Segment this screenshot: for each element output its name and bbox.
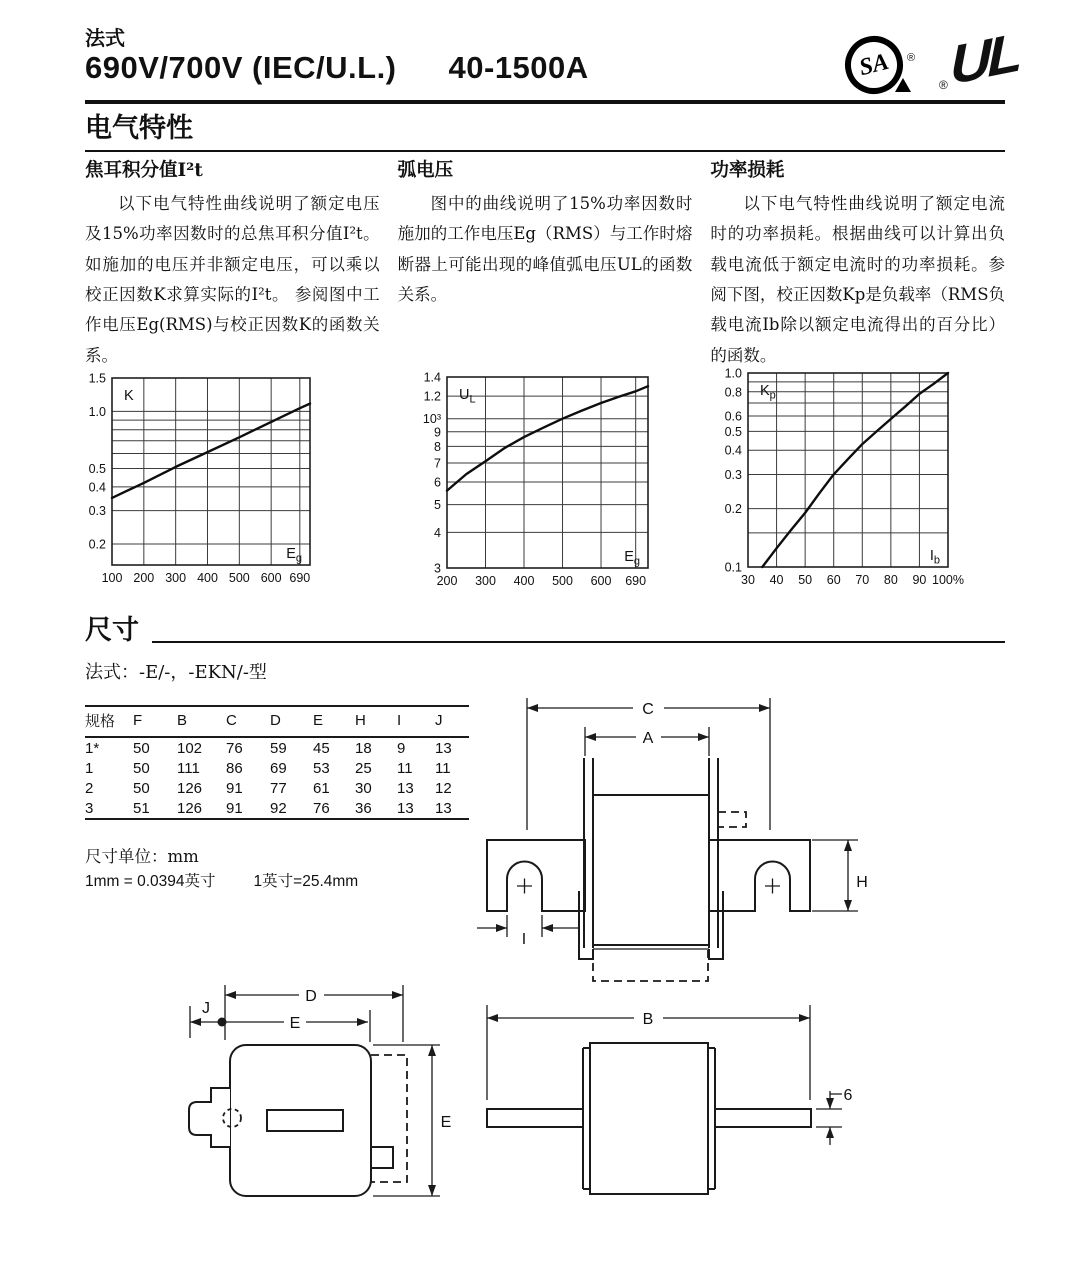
title-voltage: 690V/700V (IEC/U.L.) [85, 50, 397, 85]
svg-text:5: 5 [434, 498, 441, 513]
column-body-i2t: 以下电气特性曲线说明了额定电压及15%功率因数时的总焦耳积分值I²t。如施加的电压并非额定电压，可以乘以校正因数K求算实际的I²t。 参阅图中工作电压Eg(RMS)与校正因数K的函数关系。 [85, 194, 380, 365]
top-view-drawing [189, 985, 451, 1196]
svg-text:30: 30 [741, 573, 755, 587]
dimensions-rule [152, 641, 1005, 643]
svg-text:300: 300 [475, 574, 496, 588]
svg-text:K: K [124, 388, 134, 404]
dimensions-subtitle: 法式：-E/-，-EKN/-型 [85, 662, 267, 683]
svg-text:90: 90 [912, 573, 927, 587]
svg-text:1.0: 1.0 [724, 368, 742, 381]
ul-logo-icon [939, 20, 1029, 104]
svg-text:400: 400 [513, 574, 535, 588]
unit-note: 尺寸单位：mm [85, 847, 199, 866]
svg-text:0.4: 0.4 [88, 480, 106, 495]
table-header-cell: C [226, 706, 270, 737]
svg-text:500: 500 [228, 571, 250, 585]
conversion-mm: 1mm = 0.0394英寸 [85, 873, 216, 890]
page-title [85, 50, 589, 86]
section-title-dimensions: 尺寸 [85, 615, 139, 646]
table-header-cell: E [313, 706, 355, 737]
dim-label-a: A [642, 730, 654, 747]
table-cell: 11 [435, 759, 451, 777]
svg-text:4: 4 [434, 525, 441, 540]
svg-text:300: 300 [165, 571, 187, 585]
chart-k-correction-factor [85, 368, 325, 596]
table-cell: 59 [270, 739, 287, 757]
dim-label-blade-thickness: 6 [843, 1087, 853, 1104]
csa-registered-mark: ® [907, 52, 916, 64]
svg-text:Eg: $E_g$ [624, 549, 640, 568]
dim-label-e-top: E [289, 1015, 301, 1032]
column-arc-voltage [398, 156, 693, 371]
table-cell: 3 [85, 799, 94, 817]
csa-triangle-icon [895, 78, 911, 92]
svg-text:0.6: 0.6 [724, 409, 742, 424]
csa-logo-text: SA [856, 48, 892, 81]
column-power-loss [710, 156, 1005, 371]
svg-text:690: 690 [289, 571, 311, 585]
svg-text:9: 9 [434, 425, 441, 440]
table-cell: 50 [133, 779, 150, 797]
column-heading-arc-voltage: 弧电压 [397, 160, 454, 181]
table-cell: 61 [313, 779, 330, 797]
table-cell: 50 [133, 739, 150, 757]
side-view-drawing [487, 1005, 853, 1194]
chart-power-loss-factor [712, 368, 974, 596]
table-cell: 69 [270, 759, 287, 777]
svg-text:6: 6 [434, 475, 441, 490]
technical-drawings [85, 690, 1005, 1274]
csa-logo-icon [845, 34, 923, 104]
table-header-cell: F [133, 706, 177, 737]
table-cell: 126 [177, 799, 203, 817]
svg-text:500: 500 [552, 574, 573, 588]
svg-text:50: 50 [798, 573, 813, 587]
svg-text:200: 200 [436, 574, 458, 588]
svg-text:0.5: 0.5 [88, 462, 106, 477]
electrical-rule [85, 150, 1005, 152]
svg-text:1.0: 1.0 [88, 404, 106, 419]
svg-text:0.3: 0.3 [724, 467, 742, 482]
table-cell: 102 [177, 739, 203, 757]
table-cell: 77 [270, 779, 287, 797]
table-header-cell: I [397, 706, 435, 737]
column-heading-power-loss: 功率损耗 [710, 160, 785, 181]
header-rule [85, 100, 1005, 104]
table-header-cell: J [435, 706, 469, 737]
table-cell: 111 [177, 759, 200, 777]
dim-label-h: H [856, 874, 868, 891]
table-header-cell: H [355, 706, 397, 737]
svg-text:200: 200 [133, 571, 155, 585]
table-header-cell: B [177, 706, 226, 737]
front-view-drawing [477, 698, 868, 981]
dim-label-b: B [642, 1011, 654, 1028]
ul-registered-mark: ® [939, 78, 948, 92]
title-current: 40-1500A [448, 50, 589, 85]
dim-label-d: D [305, 988, 317, 1005]
table-cell: 13 [397, 779, 414, 797]
table-header-cell: D [270, 706, 313, 737]
svg-text:0.5: 0.5 [724, 424, 742, 439]
table-cell: 1 [85, 759, 94, 777]
svg-text:1.2: 1.2 [423, 389, 441, 404]
chart-arc-voltage [412, 368, 664, 596]
svg-text:100%: 100% [932, 573, 964, 587]
table-cell: 25 [355, 759, 372, 777]
column-body-arc-voltage: 图中的曲线说明了15%功率因数时施加的工作电压Eg（RMS）与工作时熔断器上可能出现的峰值弧电压UL的函数关系。 [397, 194, 693, 305]
svg-text:UL: $U_L$ [459, 387, 476, 406]
table-cell: 76 [313, 799, 330, 817]
table-cell: 91 [226, 799, 243, 817]
series-label: 法式 [85, 26, 125, 50]
table-cell: 45 [313, 739, 330, 757]
svg-text:400: 400 [197, 571, 218, 585]
table-cell: 13 [435, 799, 452, 817]
conversion-inch: 1英寸=25.4mm [253, 873, 359, 890]
table-cell: 53 [313, 759, 330, 777]
section-title-electrical: 电气特性 [85, 113, 193, 144]
svg-text:0.3: 0.3 [88, 504, 106, 519]
svg-text:3: 3 [434, 561, 441, 576]
svg-text:40: 40 [769, 573, 784, 587]
svg-text:1.4: 1.4 [423, 370, 441, 385]
table-cell: 13 [397, 799, 414, 817]
svg-text:600: 600 [260, 571, 282, 585]
electrical-columns [85, 156, 1005, 371]
svg-text:Eg: $E_g$ [286, 546, 302, 565]
table-cell: 1* [85, 739, 100, 757]
table-cell: 51 [133, 799, 150, 817]
table-cell: 50 [133, 759, 150, 777]
dim-label-c: C [642, 701, 654, 718]
table-cell: 86 [226, 759, 243, 777]
column-heading-i2t: 焦耳积分值I²t [85, 160, 203, 181]
dim-label-i: I [521, 931, 527, 948]
svg-text:7: 7 [434, 456, 441, 471]
svg-text:0.8: 0.8 [724, 385, 742, 400]
table-cell: 126 [177, 779, 203, 797]
svg-text:8: 8 [434, 439, 441, 454]
svg-text:Ib: $I_b$ [929, 548, 940, 567]
column-i2t [85, 156, 380, 371]
table-cell: 13 [435, 739, 452, 757]
svg-text:0.2: 0.2 [88, 537, 106, 552]
table-cell: 11 [397, 759, 413, 777]
table-cell: 2 [85, 779, 94, 797]
svg-text:60: 60 [826, 573, 841, 587]
svg-text:70: 70 [855, 573, 870, 587]
table-cell: 91 [226, 779, 243, 797]
table-cell: 36 [355, 799, 372, 817]
dim-label-j: J [202, 1000, 210, 1017]
svg-text:Kp: $K_p$ [760, 383, 776, 402]
svg-text:600: 600 [590, 574, 612, 588]
svg-text:10³: 10³ [422, 412, 441, 427]
table-cell: 9 [397, 739, 406, 757]
table-cell: 12 [435, 779, 452, 797]
svg-text:0.2: 0.2 [724, 502, 742, 517]
svg-text:100: 100 [101, 571, 123, 585]
svg-text:0.1: 0.1 [724, 560, 742, 575]
table-cell: 30 [355, 779, 372, 797]
svg-text:80: 80 [883, 573, 898, 587]
table-header-cell: 规格 [85, 706, 133, 737]
dim-label-e-side: E [440, 1114, 452, 1131]
svg-text:0.4: 0.4 [724, 443, 742, 458]
table-cell: 92 [270, 799, 287, 817]
svg-text:1.5: 1.5 [88, 371, 106, 386]
ul-logo-text: UL [950, 20, 1019, 97]
certification-logos [845, 20, 1029, 104]
table-cell: 18 [355, 739, 372, 757]
column-body-power-loss: 以下电气特性曲线说明了额定电流时的功率损耗。根据曲线可以计算出负载电流低于额定电流时的功率损耗。参阅下图，校正因数Kp是负载率（RMS负载电流Ib除以额定电流得出的百分比）的函数。 [710, 194, 1006, 365]
table-cell: 76 [226, 739, 243, 757]
svg-text:690: 690 [625, 574, 647, 588]
